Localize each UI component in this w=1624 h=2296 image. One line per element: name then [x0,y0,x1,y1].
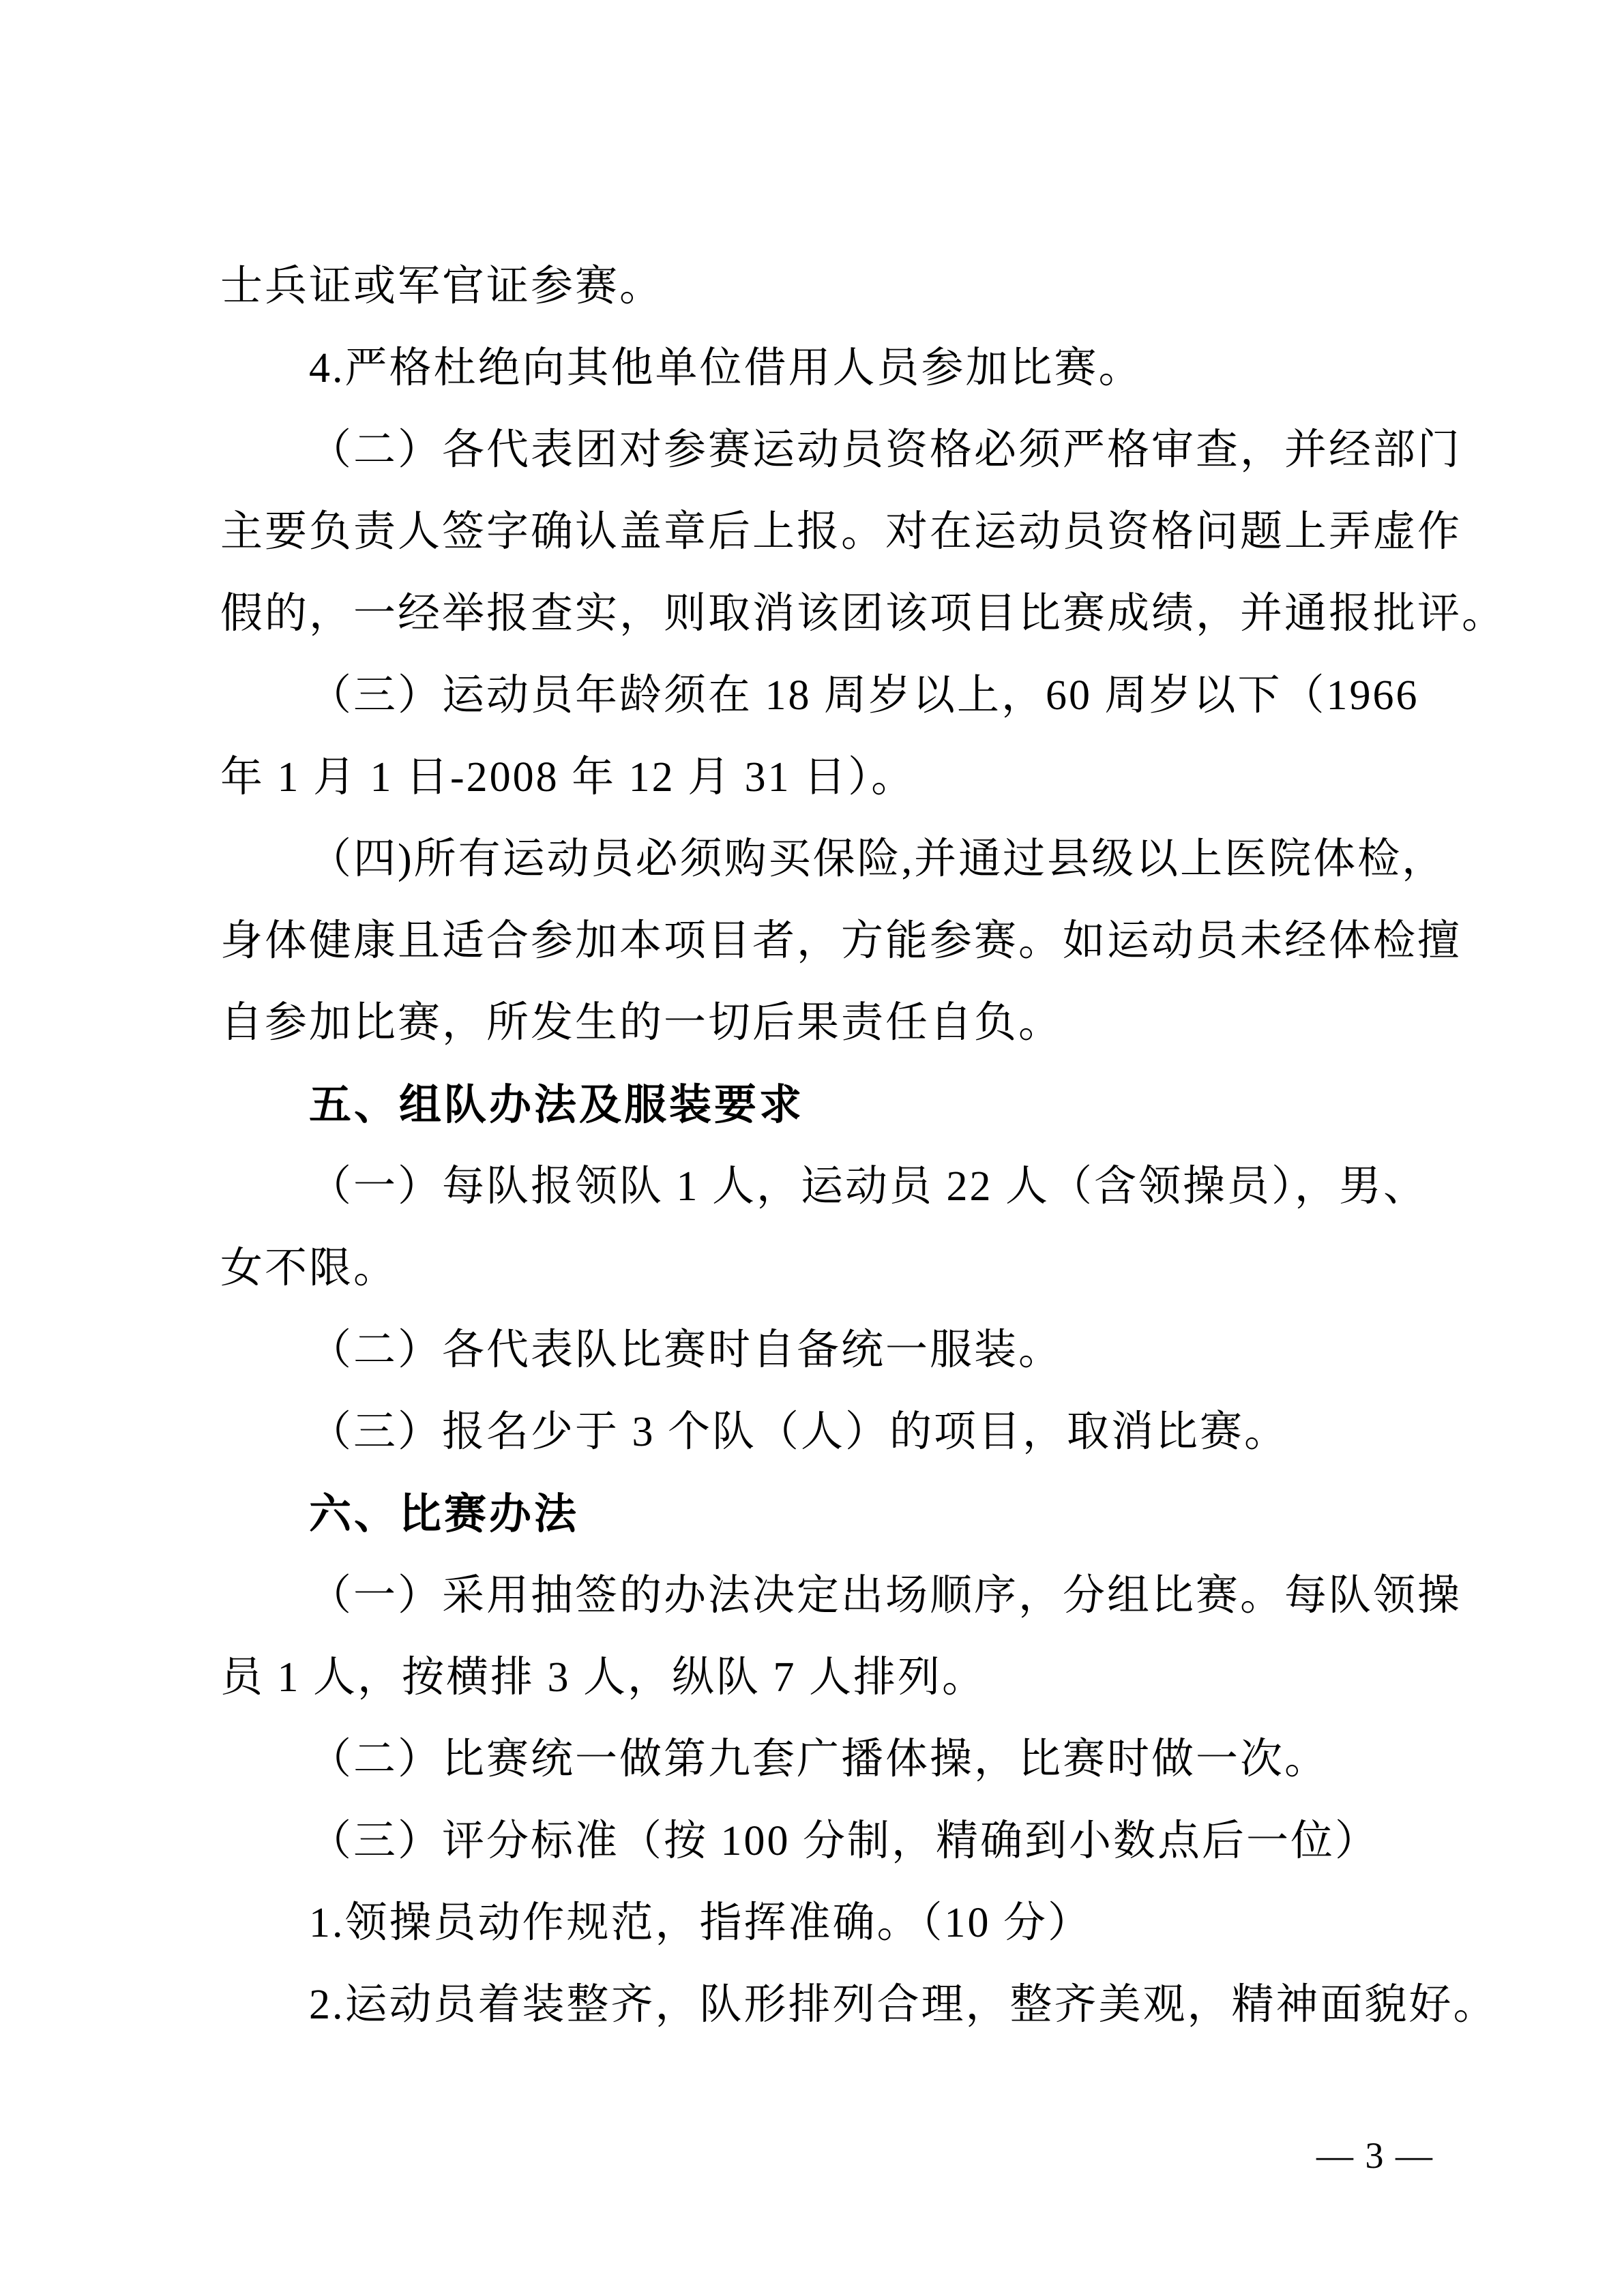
page-number: — 3 — [1316,2135,1434,2176]
document-line: （二）各代表团对参赛运动员资格必须严格审查，并经部门 [309,427,1462,473]
document-line: （二）比赛统一做第九套广播体操，比赛时做一次。 [309,1736,1329,1783]
document-line: 1.领操员动作规范，指挥准确。（10 分） [309,1900,1093,1946]
document-line: （一）每队报领队 1 人，运动员 22 人（含领操员），男、 [309,1163,1428,1210]
document-line: 假的，一经举报查实，则取消该团该项目比赛成绩，并通报批评。 [220,591,1507,637]
document-line: 员 1 人，按横排 3 人，纵队 7 人排列。 [220,1654,987,1701]
document-line: 自参加比赛，所发生的一切后果责任自负。 [220,1000,1063,1046]
document-line: 女不限。 [220,1245,398,1292]
document-line: （三）报名少于 3 个队（人）的项目，取消比赛。 [309,1409,1289,1455]
section-heading-6: 六、比赛办法 [309,1489,580,1538]
document-line: 年 1 月 1 日-2008 年 12 月 31 日）。 [220,754,916,801]
document-line: 2.运动员着装整齐，队形排列合理，整齐美观，精神面貌好。 [309,1982,1498,2028]
document-line: （二）各代表队比赛时自备统一服装。 [309,1327,1063,1373]
document-line: 士兵证或军官证参赛。 [220,263,664,310]
document-line: （四)所有运动员必须购买保险,并通过县级以上医院体检， [309,836,1447,882]
document-page [220,245,1507,2046]
document-line: 4.严格杜绝向其他单位借用人员参加比赛。 [309,345,1143,391]
document-line: 身体健康且适合参加本项目者，方能参赛。如运动员未经体检擅 [220,918,1462,964]
section-heading-5: 五、组队办法及服装要求 [309,1079,805,1129]
document-line: （三）评分标准（按 100 分制，精确到小数点后一位） [309,1818,1380,1864]
document-line: （一）采用抽签的办法决定出场顺序，分组比赛。每队领操 [309,1572,1462,1619]
document-line: 主要负责人签字确认盖章后上报。对在运动员资格问题上弄虚作 [220,509,1462,555]
document-line: （三）运动员年龄须在 18 周岁以上，60 周岁以下（1966 [309,672,1419,719]
